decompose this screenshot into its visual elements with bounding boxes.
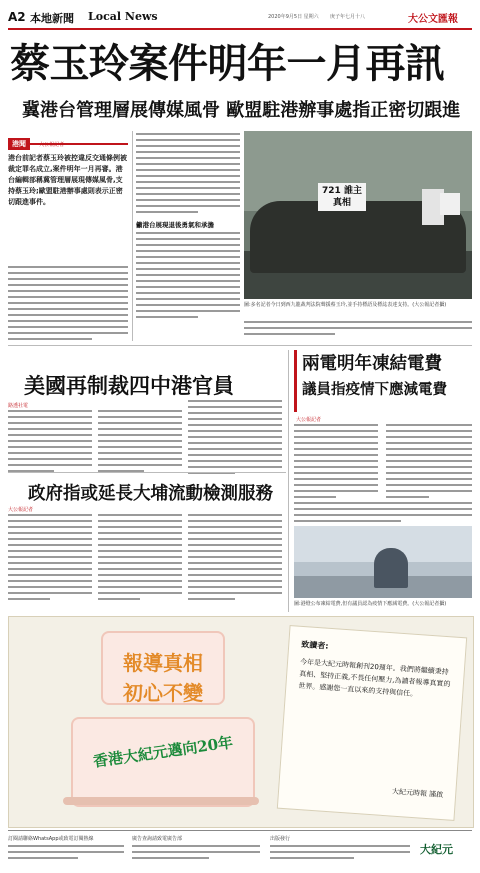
lead-text: 港台前記者蔡玉玲被控違反交通條例被裁定罪名成立,案件明年一月再審。港台編輯部稱冀管理層展現傳媒風骨,支持蔡玉玲;歐盟駐港辦事處則表示正密切跟進事件。 (8, 154, 127, 206)
advertisement (8, 616, 474, 828)
story4-headline: 政府指或延長大埔流動檢測服務 (28, 484, 273, 504)
ad-line-1: 報導真相 (123, 651, 203, 675)
story3-col1 (294, 424, 378, 502)
ad-letter-title: 致讀者: (300, 639, 329, 651)
story4-col1 (8, 514, 92, 604)
lead-box (8, 131, 128, 261)
story4-tag: 大公報記者 (8, 507, 34, 513)
story3-col3 (294, 502, 472, 526)
masthead-rule (8, 28, 472, 30)
main-photo-caption: 圖:多名記者今日到西九龍裁判法院聲援蔡玉玲,並手持標語及標誌表達支持。(大公報記者攝) (244, 302, 447, 308)
protest-sign-3 (440, 193, 460, 215)
issue-lunar: 庚子年七月十八 (330, 14, 366, 20)
page-subheadline: 冀港台管理層展傳媒風骨 歐盟駐港辦事處指正密切跟進 (22, 100, 461, 121)
bottom-photo-caption: 圖:港燈公布凍結電費,但有議員認為疫情下應減電費。(大公報記者攝) (294, 601, 447, 607)
story4-col3 (188, 514, 282, 604)
sub-article-title: 籲港台展現退後勇氣和承擔 (136, 221, 214, 229)
ad-letter-sign: 大紀元時報 謹啟 (391, 787, 444, 800)
page-headline: 蔡玉玲案件明年一月再訊 (10, 40, 445, 87)
column-rule-2 (288, 350, 289, 612)
page-number: A2 (8, 10, 26, 24)
section-divider (8, 345, 472, 346)
lead-brand: 港聞 (8, 138, 30, 150)
footer-col2-lines (132, 845, 260, 863)
issue-date: 2020年9月5日 星期六 (268, 14, 319, 20)
ad-letter (277, 625, 467, 821)
story2-col1 (8, 410, 92, 476)
ad-line-3: 香港大紀元邁向20年 (92, 733, 235, 771)
protest-sign: 721 誰主真相 (318, 183, 366, 211)
ad-letter-text: 今年是大紀元時報創刊20週年。我們將繼續秉持真相、堅持正義,不畏任何壓力,為讀者報導真實的世界。感謝您一直以來的支持與信任。 (298, 657, 451, 699)
article-body-mid-top (136, 133, 240, 217)
footer-logo: 大紀元 (420, 843, 453, 856)
footer-col2: 廣告查詢請致電廣告部 (132, 836, 183, 842)
footer-col1-lines (8, 845, 124, 863)
newspaper-logo: 大公文匯報 (408, 14, 458, 25)
lead-box-header (8, 131, 128, 148)
story-divider (8, 472, 286, 473)
story2-tag: 路透社電 (8, 403, 29, 409)
story3-headline: 兩電明年凍結電費 (302, 354, 442, 374)
story2-headline: 美國再制裁四中港官員 (24, 373, 234, 398)
cake-plate (63, 797, 259, 805)
story2-col3 (188, 400, 282, 478)
story3-subheadline: 議員指疫情下應減電費 (302, 381, 447, 398)
article-body-mid-bottom (136, 232, 240, 322)
story2-col2 (98, 410, 182, 476)
article-body-left (8, 266, 128, 344)
main-photo (244, 131, 472, 299)
photo-person (374, 548, 408, 588)
lead-reporter: 大公報記者 (39, 142, 65, 148)
section-name: 本地新聞 (30, 12, 74, 25)
footer-col3: 出版發行 (270, 836, 291, 842)
story3-col2 (386, 424, 472, 502)
article-body-under-photo (244, 321, 472, 339)
footer-col3-lines (270, 845, 410, 863)
section-name-en: Local News (88, 10, 158, 23)
column-rule (132, 131, 133, 341)
footer (8, 830, 472, 871)
story4-col2 (98, 514, 182, 604)
footer-col1: 訂閱請聯絡WhatsApp或致電訂閱熱線 (8, 836, 94, 842)
story3-tag: 大公報記者 (296, 417, 322, 423)
bottom-photo (294, 526, 472, 598)
ad-line-2: 初心不變 (123, 681, 203, 705)
